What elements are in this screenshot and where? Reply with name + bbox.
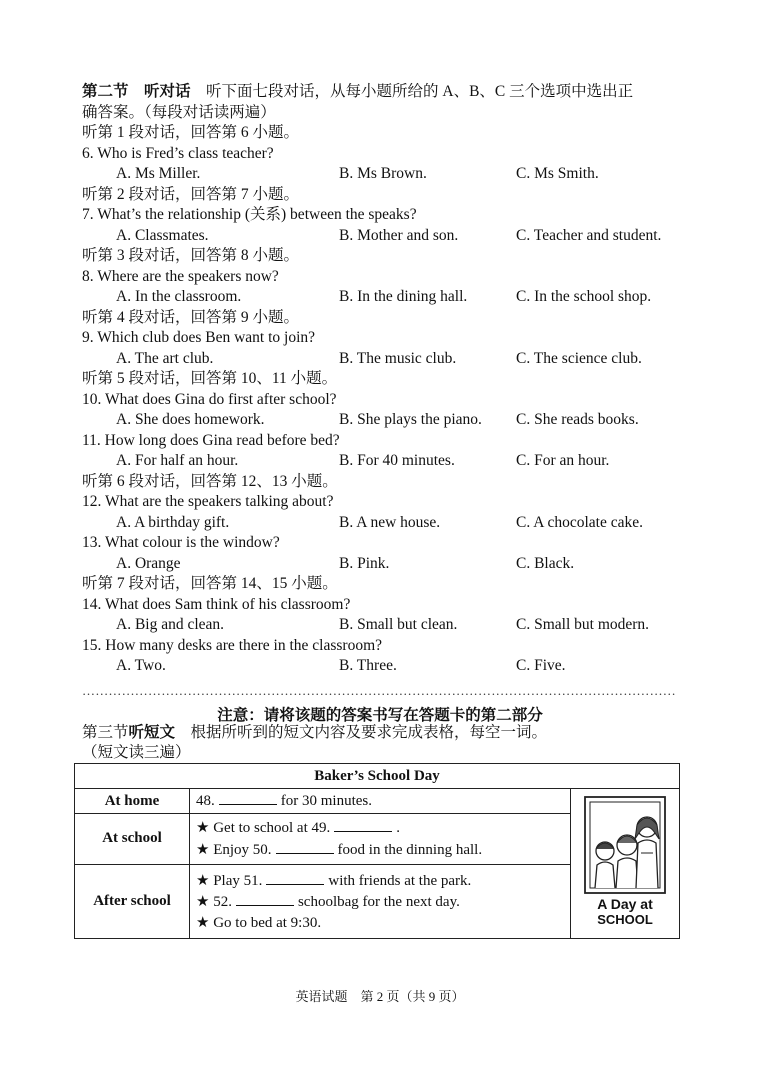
bakers-school-day-table bbox=[74, 763, 680, 939]
line-text: ★ Go to bed at 9:30. bbox=[196, 914, 322, 931]
option-b[interactable]: B. A new house. bbox=[339, 513, 441, 531]
option-a[interactable]: A. She does homework. bbox=[116, 411, 265, 428]
option-c[interactable]: C. In the school shop. bbox=[516, 288, 652, 305]
dotted-separator: ……………………………………………………………………………………………………………………… bbox=[82, 683, 676, 698]
row-label-at-school: At school bbox=[75, 814, 190, 865]
section-2-heading bbox=[82, 82, 682, 103]
option-a[interactable]: A. In the classroom. bbox=[116, 288, 242, 305]
answer-options bbox=[82, 451, 682, 472]
line-text: ★ Enjoy 50. bbox=[196, 841, 272, 858]
option-a[interactable]: A. For half an hour. bbox=[116, 452, 239, 469]
section-3-heading bbox=[82, 723, 682, 763]
table-title: Baker’s School Day bbox=[75, 764, 680, 789]
option-b[interactable]: B. Ms Brown. bbox=[339, 165, 427, 182]
question-text: 10. What does Gina do first after school? bbox=[82, 390, 337, 408]
dialogue-intro: 听第 5 段对话，回答第 10、11 小题。 bbox=[82, 370, 338, 387]
answer-options bbox=[82, 349, 682, 370]
section-3-instruction: 根据所听到的短文内容及要求完成表格，每空一词。 bbox=[175, 724, 548, 741]
section-2-instruction-cont: 确答案。（每段对话读两遍） bbox=[82, 103, 276, 121]
answer-blank-48[interactable] bbox=[219, 790, 277, 805]
answer-options bbox=[82, 615, 682, 636]
section-3-title: 听短文 bbox=[128, 724, 176, 741]
option-b[interactable]: B. Three. bbox=[339, 657, 397, 674]
line-text: 48. bbox=[196, 793, 215, 810]
answer-blank-52[interactable] bbox=[236, 891, 294, 906]
option-a[interactable]: A. A birthday gift. bbox=[116, 513, 230, 531]
row-at-home bbox=[190, 789, 571, 814]
option-c[interactable]: C. Small but modern. bbox=[516, 616, 650, 633]
question-text: 8. Where are the speakers now? bbox=[82, 267, 279, 285]
answer-options bbox=[82, 226, 682, 247]
line-text: ★ Play 51. bbox=[196, 872, 263, 889]
answer-options bbox=[82, 287, 682, 308]
illustration-caption-2: SCHOOL bbox=[597, 912, 653, 927]
option-c[interactable]: C. She reads books. bbox=[516, 411, 639, 428]
page-footer: 英语试题 第 2 页（共 9 页） bbox=[295, 989, 465, 1004]
option-a[interactable]: A. Ms Miller. bbox=[116, 165, 201, 182]
question-text: 14. What does Sam think of his classroom? bbox=[82, 595, 351, 613]
option-b[interactable]: B. She plays the piano. bbox=[339, 411, 482, 428]
dialogue-intro: 听第 2 段对话，回答第 7 小题。 bbox=[82, 185, 300, 203]
question-text: 13. What colour is the window? bbox=[82, 534, 280, 551]
section-3-instruction-cont: （短文读三遍） bbox=[82, 744, 191, 761]
option-b[interactable]: B. Pink. bbox=[339, 554, 390, 572]
option-a[interactable]: A. The art club. bbox=[116, 349, 214, 367]
row-label-at-home: At home bbox=[75, 789, 190, 814]
option-c[interactable]: C. A chocolate cake. bbox=[516, 513, 643, 531]
answer-blank-50[interactable] bbox=[276, 839, 334, 854]
option-b[interactable]: B. Small but clean. bbox=[339, 616, 458, 633]
answer-options bbox=[82, 656, 682, 677]
illustration-caption-1: A Day at bbox=[597, 896, 653, 912]
dialogue-intro: 听第 7 段对话，回答第 14、15 小题。 bbox=[82, 575, 338, 592]
line-text: food in the dinning hall. bbox=[337, 841, 483, 858]
answer-blank-51[interactable] bbox=[266, 870, 324, 885]
option-c[interactable]: C. The science club. bbox=[516, 349, 642, 367]
option-b[interactable]: B. The music club. bbox=[339, 349, 457, 367]
illustration-cell bbox=[571, 789, 680, 939]
answer-options bbox=[82, 164, 682, 185]
school-children-illustration bbox=[579, 793, 671, 929]
line-text: ★ Get to school at 49. bbox=[196, 820, 331, 837]
option-a[interactable]: A. Big and clean. bbox=[116, 616, 225, 633]
row-label-after-school: After school bbox=[75, 864, 190, 938]
line-text: with friends at the park. bbox=[328, 872, 472, 889]
option-b[interactable]: B. In the dining hall. bbox=[339, 288, 468, 305]
option-a[interactable]: A. Orange bbox=[116, 554, 181, 572]
question-blocks bbox=[82, 123, 682, 677]
section-2-title: 第二节 听对话 bbox=[82, 83, 191, 100]
option-b[interactable]: B. For 40 minutes. bbox=[339, 452, 455, 469]
question-text: 7. What’s the relationship (关系) between the speaks? bbox=[82, 206, 417, 223]
notice: 注意：请将该题的答案书写在答题卡的第二部分 bbox=[217, 707, 543, 724]
answer-blank-49[interactable] bbox=[334, 817, 392, 832]
section-2 bbox=[82, 82, 682, 677]
dialogue-intro: 听第 3 段对话，回答第 8 小题。 bbox=[82, 247, 300, 264]
option-a[interactable]: A. Two. bbox=[116, 657, 166, 674]
option-c[interactable]: C. Ms Smith. bbox=[516, 165, 599, 182]
option-c[interactable]: C. Five. bbox=[516, 657, 566, 674]
option-c[interactable]: C. Black. bbox=[516, 554, 575, 572]
line-text: for 30 minutes. bbox=[280, 793, 372, 810]
question-text: 12. What are the speakers talking about? bbox=[82, 493, 334, 510]
dialogue-intro: 听第 6 段对话，回答第 12、13 小题。 bbox=[82, 472, 338, 490]
answer-options bbox=[82, 513, 682, 534]
row-at-school bbox=[190, 814, 571, 865]
option-c[interactable]: C. For an hour. bbox=[516, 452, 610, 469]
question-text: 15. How many desks are there in the classroom? bbox=[82, 636, 383, 654]
line-text: . bbox=[396, 820, 401, 837]
line-text: ★ 52. bbox=[196, 894, 232, 911]
row-after-school bbox=[190, 864, 571, 938]
line-text: schoolbag for the next day. bbox=[297, 894, 460, 911]
section-2-instruction: 听下面七段对话，从每小题所给的 A、B、C 三个选项中选出正 bbox=[190, 83, 634, 100]
dialogue-intro: 听第 4 段对话，回答第 9 小题。 bbox=[82, 308, 300, 326]
question-text: 6. Who is Fred’s class teacher? bbox=[82, 144, 274, 162]
option-a[interactable]: A. Classmates. bbox=[116, 226, 209, 244]
answer-options bbox=[82, 554, 682, 575]
answer-options bbox=[82, 410, 682, 431]
question-text: 11. How long does Gina read before bed? bbox=[82, 431, 340, 449]
option-c[interactable]: C. Teacher and student. bbox=[516, 226, 662, 244]
question-text: 9. Which club does Ben want to join? bbox=[82, 329, 316, 346]
dialogue-intro: 听第 1 段对话，回答第 6 小题。 bbox=[82, 124, 300, 141]
section-3-title-prefix: 第三节 bbox=[82, 724, 129, 741]
option-b[interactable]: B. Mother and son. bbox=[339, 226, 459, 244]
